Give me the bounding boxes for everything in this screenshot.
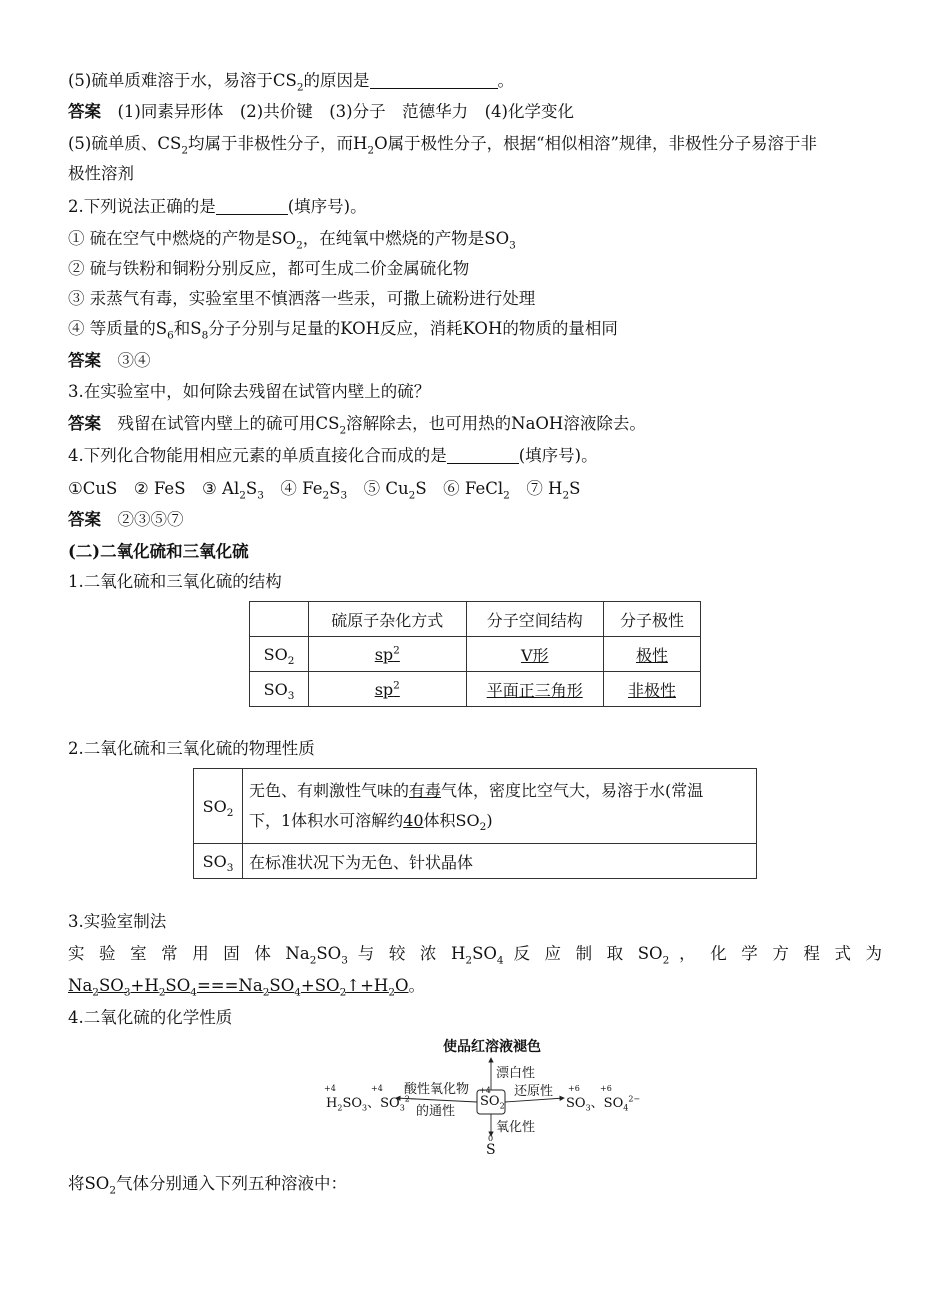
table-cell: 极性 <box>603 637 700 672</box>
table-cell: V形 <box>466 637 603 672</box>
table-header: 分子空间结构 <box>466 602 603 637</box>
table-header: 分子极性 <box>603 602 700 637</box>
oxidation-state: +4 <box>479 1086 491 1095</box>
oxidation-state: 0 <box>488 1134 494 1143</box>
answer-3: 答案 残留在试管内壁上的硫可用$CS_2$溶解除去，也可用热的NaOH溶液除去。 <box>68 414 646 437</box>
table-cell: $sp^2$ <box>309 637 467 672</box>
bleach-label: 漂白性 <box>496 1066 536 1081</box>
oxidation-state: +4 <box>371 1084 383 1093</box>
answer-4 <box>68 508 882 532</box>
oxidizing-label: 氧化性 <box>496 1120 536 1135</box>
table-cell: 无色、有刺激性气味的有毒气体，密度比空气大，易溶于水(常温 下，1体积水可溶解约40体积$SO_2$) <box>243 769 757 844</box>
question-2: 2.下列说法正确的是 (填序号)。 <box>68 197 367 216</box>
question-4: 4.下列化合物能用相应元素的单质直接化合而成的是 (填序号)。 <box>68 446 598 465</box>
table-cell: $SO_3$ <box>250 672 309 707</box>
table-cell: $SO_3$ <box>194 844 243 879</box>
table-row <box>194 769 757 844</box>
physical-title: 2.二氧化硫和三氧化硫的物理性质 <box>68 739 315 758</box>
answer-label: 答案 <box>68 414 101 433</box>
last-line: 将$SO_2$气体分别通入下列五种溶液中： <box>68 1174 348 1197</box>
answer-text: ③④ <box>117 351 151 370</box>
so2-property-diagram <box>310 1036 641 1162</box>
answer-text: (1)同素异形体 (2)共价键 (3)分子 范德华力 (4)化学变化 <box>117 102 574 121</box>
answer-blank <box>370 72 498 89</box>
answer-5-line2: 极性溶剂 <box>68 164 134 183</box>
reducing-label: 还原性 <box>514 1084 554 1099</box>
chemical-equation: $Na_2SO_3+H_2SO_4===Na_2SO_4+SO_2↑+H_2O$ <box>68 976 409 999</box>
oxidation-state: +6 <box>600 1084 612 1093</box>
table-cell: $sp^2$ <box>309 672 467 707</box>
table-cell <box>250 602 309 637</box>
answer-label: 答案 <box>68 351 101 370</box>
answer-2 <box>68 349 882 373</box>
structure-title: 1.二氧化硫和三氧化硫的结构 <box>68 572 282 591</box>
answer-blank <box>447 447 519 464</box>
oxidation-state: +4 <box>324 1084 336 1093</box>
section-title: (二)二氧化硫和三氧化硫 <box>68 542 249 561</box>
answer-text: ②③⑤⑦ <box>117 510 184 529</box>
table-row <box>250 672 701 707</box>
lab-prep-title: 3.实验室制法 <box>68 912 167 931</box>
q2-item-1: ① 硫在空气中燃烧的产物是$SO_2$，在纯氧中燃烧的产物是$SO_3$ <box>68 229 516 252</box>
oxidation-state: +6 <box>568 1084 580 1093</box>
table-cell: $SO_2$ <box>250 637 309 672</box>
right-products: $SO_3$、$SO_4^{2-}$ <box>566 1094 641 1113</box>
answer-label: 答案 <box>68 510 101 529</box>
table-row <box>250 637 701 672</box>
q2-item-4: ④ 等质量的$S_6$和$S_8$分子分别与足量的KOH反应，消耗KOH的物质的量相同 <box>68 319 618 342</box>
question-5: (5)硫单质难溶于水，易溶于$CS_2$的原因是 。 <box>68 71 514 94</box>
structure-table <box>249 601 701 707</box>
acidic-oxide-label: 酸性氧化物 <box>404 1082 470 1097</box>
table-header-row <box>250 602 701 637</box>
table-header: 硫原子杂化方式 <box>309 602 467 637</box>
table-cell: 平面正三角形 <box>466 672 603 707</box>
acidic-oxide-label2: 的通性 <box>416 1104 456 1119</box>
q4-options: ①CuS ② FeS ③ $Al_2S_3$ ④ $Fe_2S_3$ ⑤ $Cu_2S$ ⑥ FeCl$_2$ ⑦ $H_2S$ <box>68 479 581 502</box>
chem-prop-title: 4.二氧化硫的化学性质 <box>68 1008 233 1027</box>
q2-item-2: ② 硫与铁粉和铜粉分别反应，都可生成二价金属硫化物 <box>68 259 470 278</box>
table-cell: 在标准状况下为无色、针状晶体 <box>243 844 757 879</box>
q2-item-3: ③ 汞蒸气有毒，实验室里不慎洒落一些汞，可撒上硫粉进行处理 <box>68 289 536 308</box>
answer-1 <box>68 100 882 124</box>
top-label: 使品红溶液褪色 <box>443 1039 541 1055</box>
table-row <box>194 844 757 879</box>
center-formula: $SO_2$ <box>480 1094 505 1111</box>
bottom-product: S <box>486 1142 496 1158</box>
physical-table <box>193 768 757 879</box>
answer-blank <box>216 198 288 215</box>
table-cell: $SO_2$ <box>194 769 243 844</box>
equation-line: $Na_2SO_3+H_2SO_4===Na_2SO_4+SO_2↑+H_2O$。 <box>68 976 426 999</box>
table-cell: 非极性 <box>603 672 700 707</box>
lab-prep-text: 实 验 室 常 用 固 体 $Na_2SO_3$ 与 较 浓 $H_2SO_4$ 反 应 制 取 $SO_2$ ， 化 学 方 程 式 为 <box>68 944 882 966</box>
question-3: 3.在实验室中，如何除去残留在试管内壁上的硫？ <box>68 382 431 401</box>
answer-5-line1: (5)硫单质、$CS_2$均属于非极性分子，而$H_2O$属于极性分子，根据“相似相溶”规律，非极性分子易溶于非 <box>68 134 817 157</box>
answer-label: 答案 <box>68 102 101 121</box>
left-products: $H_2SO_3$、$SO_3^{2-}$ <box>326 1094 417 1113</box>
